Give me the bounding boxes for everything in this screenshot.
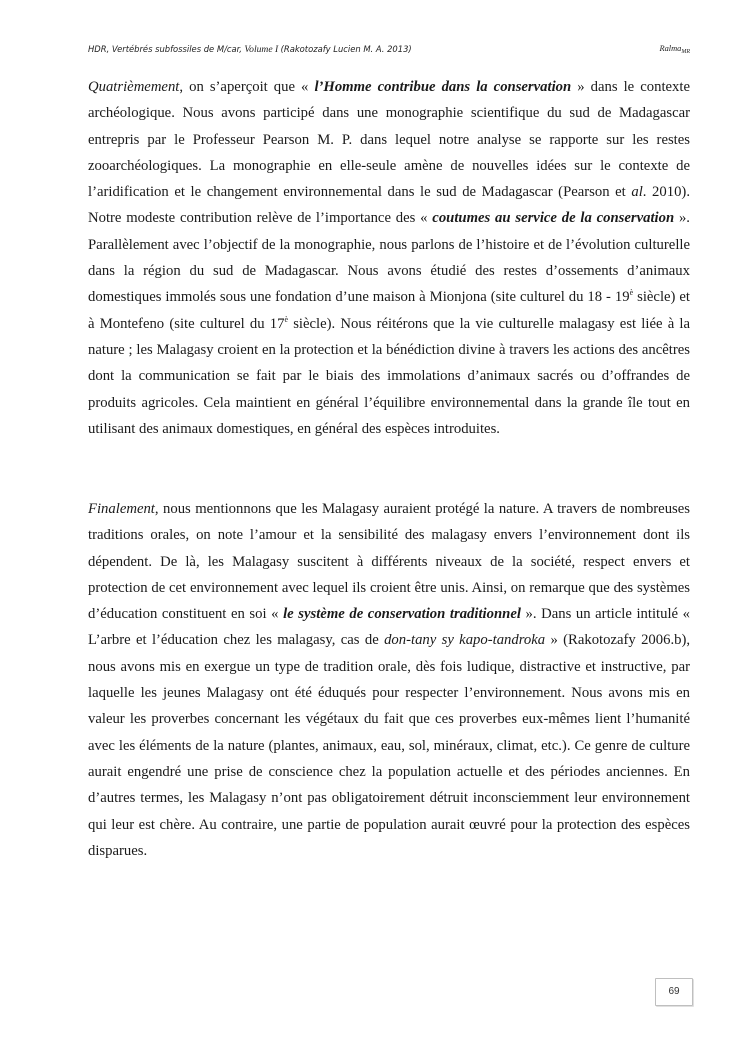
page-number: 69: [655, 978, 693, 1006]
header-author-tag: Ralma$_{MR}$: [659, 44, 690, 55]
paragraph-quatriemement: [88, 74, 690, 442]
running-header: [88, 44, 690, 60]
header-title: HDR, Vertébrés subfossiles de M/car, Volume I (Rakotozafy Lucien M. A. 2013): [88, 44, 412, 55]
paragraph-finalement: [88, 496, 690, 864]
paragraph-text: Quatrièmement, on s’aperçoit que « l’Homme contribue dans la conservation » dans le contexte archéologique. Nous avons participé dans une monographie scientifique du sud de Madagascar entrepris par le Professeur Pearson M. P. dans lequel notre analyse se rapporte sur les restes zooarchéologiques. La monographie en elle-seule amène de nouvelles idées sur le contexte de l’aridification et le changement environnemental dans le sud de Madagascar (Pearson et al. 2010). Notre modeste contribution relève de l’importance des « coutumes au service de la conservation ». Parallèlement avec l’objectif de la monographie, nous parlons de l’histoire et de l’évolution culturelle dans la région du sud de Madagascar. Nous avons étudié des restes d’ossements d’animaux domestiques immolés sous une fondation d’une maison à Mionjona (site culturel du $18 - 19^è$ siècle) et à Montefeno (site culturel du $17^è$ siècle). Nous réitérons que la vie culturelle malagasy est liée à la nature ; les Malagasy croient en la protection et la bénédiction divine à travers les actions des ancêtres dont la communication se fait par le biais des immolations d’animaux sacrés ou d’offrandes de produits agricoles. Cela maintient en général l’équilibre environnemental dans la grande île tout en utilisant des animaux domestiques, en général des espèces introduites.: [88, 79, 691, 437]
paragraph-text: Finalement, nous mentionnons que les Malagasy auraient protégé la nature. A travers de nombreuses traditions orales, on note l’amour et la sensibilité des malagasy envers l’environnement dont ils dépendent. De là, les Malagasy suscitent à différents niveaux de la société, respect envers et protection de cet environnement avec lequel ils croient être unis. Ainsi, on remarque que des systèmes d’éducation constituent en soi « le système de conservation traditionnel ». Dans un article intitulé « L’arbre et l’éducation chez les malagasy, cas de don-tany sy kapo-tandroka » (Rakotozafy 2006.b), nous avons mis en exergue un type de tradition orale, dès fois ludique, distractive et instructive, par laquelle les jeunes Malagasy ont été éduqués pour respecter l’environnement. Nous avons mis en valeur les proverbes concernant les végétaux du fait que ces proverbes eux-mêmes lient l’humanité avec les éléments de la nature (plantes, animaux, eau, sol, minéraux, climat, etc.). Ce genre de culture aurait engendré une prise de conscience chez la population actuelle et des périodes anciennes. En d’autres termes, les Malagasy n’ont pas obligatoirement détruit inconsciemment leur environnement qui leur est chère. Au contraire, une partie de population aurait œuvré pour la protection des espèces disparues.: [88, 501, 691, 859]
